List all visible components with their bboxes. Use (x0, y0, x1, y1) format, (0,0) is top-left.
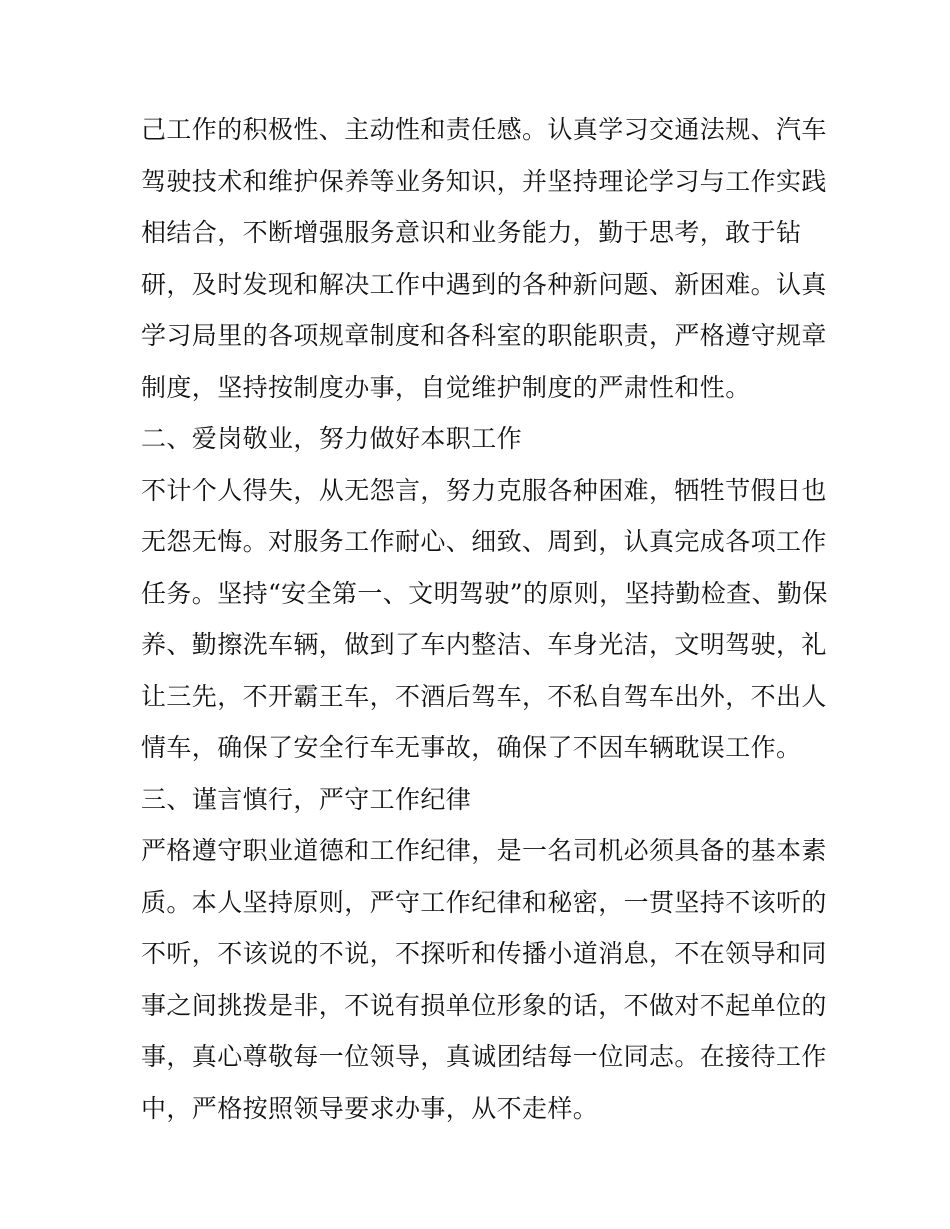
text-line: 无怨无悔。对服务工作耐心、细致、周到，认真完成各项工作 (141, 527, 827, 556)
text-line: 不听，不该说的不说，不探听和传播小道消息，不在领导和同 (141, 939, 827, 968)
text-line: 任务。坚持“安全第一、文明驾驶”的原则，坚持勤检查、勤保 (141, 578, 828, 608)
text-line: 事，真心尊敬每一位领导，真诚团结每一位同志。在接待工作 (141, 1042, 827, 1071)
text-line: 制度，坚持按制度办事，自觉维护制度的严肃性和性。 (141, 372, 751, 402)
section-heading: 二、爱岗敬业，努力做好本职工作 (141, 424, 523, 453)
text-line: 养、勤擦洗车辆，做到了车内整洁、车身光洁，文明驾驶，礼 (141, 630, 827, 659)
text-line: 研，及时发现和解决工作中遇到的各种新问题、新困难。认真 (141, 269, 827, 299)
document-body (141, 104, 828, 1134)
text-line: 让三先，不开霸王车，不酒后驾车，不私自驾车出外，不出人 (141, 681, 827, 711)
text-line: 质。本人坚持原则，严守工作纪律和秘密，一贯坚持不该听的 (141, 887, 827, 917)
text-line: 中，严格按照领导要求办事，从不走样。 (141, 1093, 599, 1123)
section-heading: 三、谨言慎行，严守工作纪律 (141, 784, 472, 814)
text-line: 事之间挑拨是非，不说有损单位形象的话，不做对不起单位的 (141, 990, 827, 1020)
text-line: 严格遵守职业道德和工作纪律，是一名司机必须具备的基本素 (141, 836, 827, 865)
text-line: 情车，确保了安全行车无事故，确保了不因车辆耽误工作。 (141, 733, 802, 762)
text-line: 相结合，不断增强服务意识和业务能力，勤于思考，敢于钻 (141, 218, 802, 247)
text-line: 学习局里的各项规章制度和各科室的职能职责，严格遵守规章 (141, 321, 827, 350)
text-line: 驾驶技术和维护保养等业务知识，并坚持理论学习与工作实践 (141, 166, 827, 196)
text-line: 不计个人得失，从无怨言，努力克服各种困难，牺牲节假日也 (141, 475, 827, 505)
text-line: 己工作的积极性、主动性和责任感。认真学习交通法规、汽车 (141, 115, 827, 144)
